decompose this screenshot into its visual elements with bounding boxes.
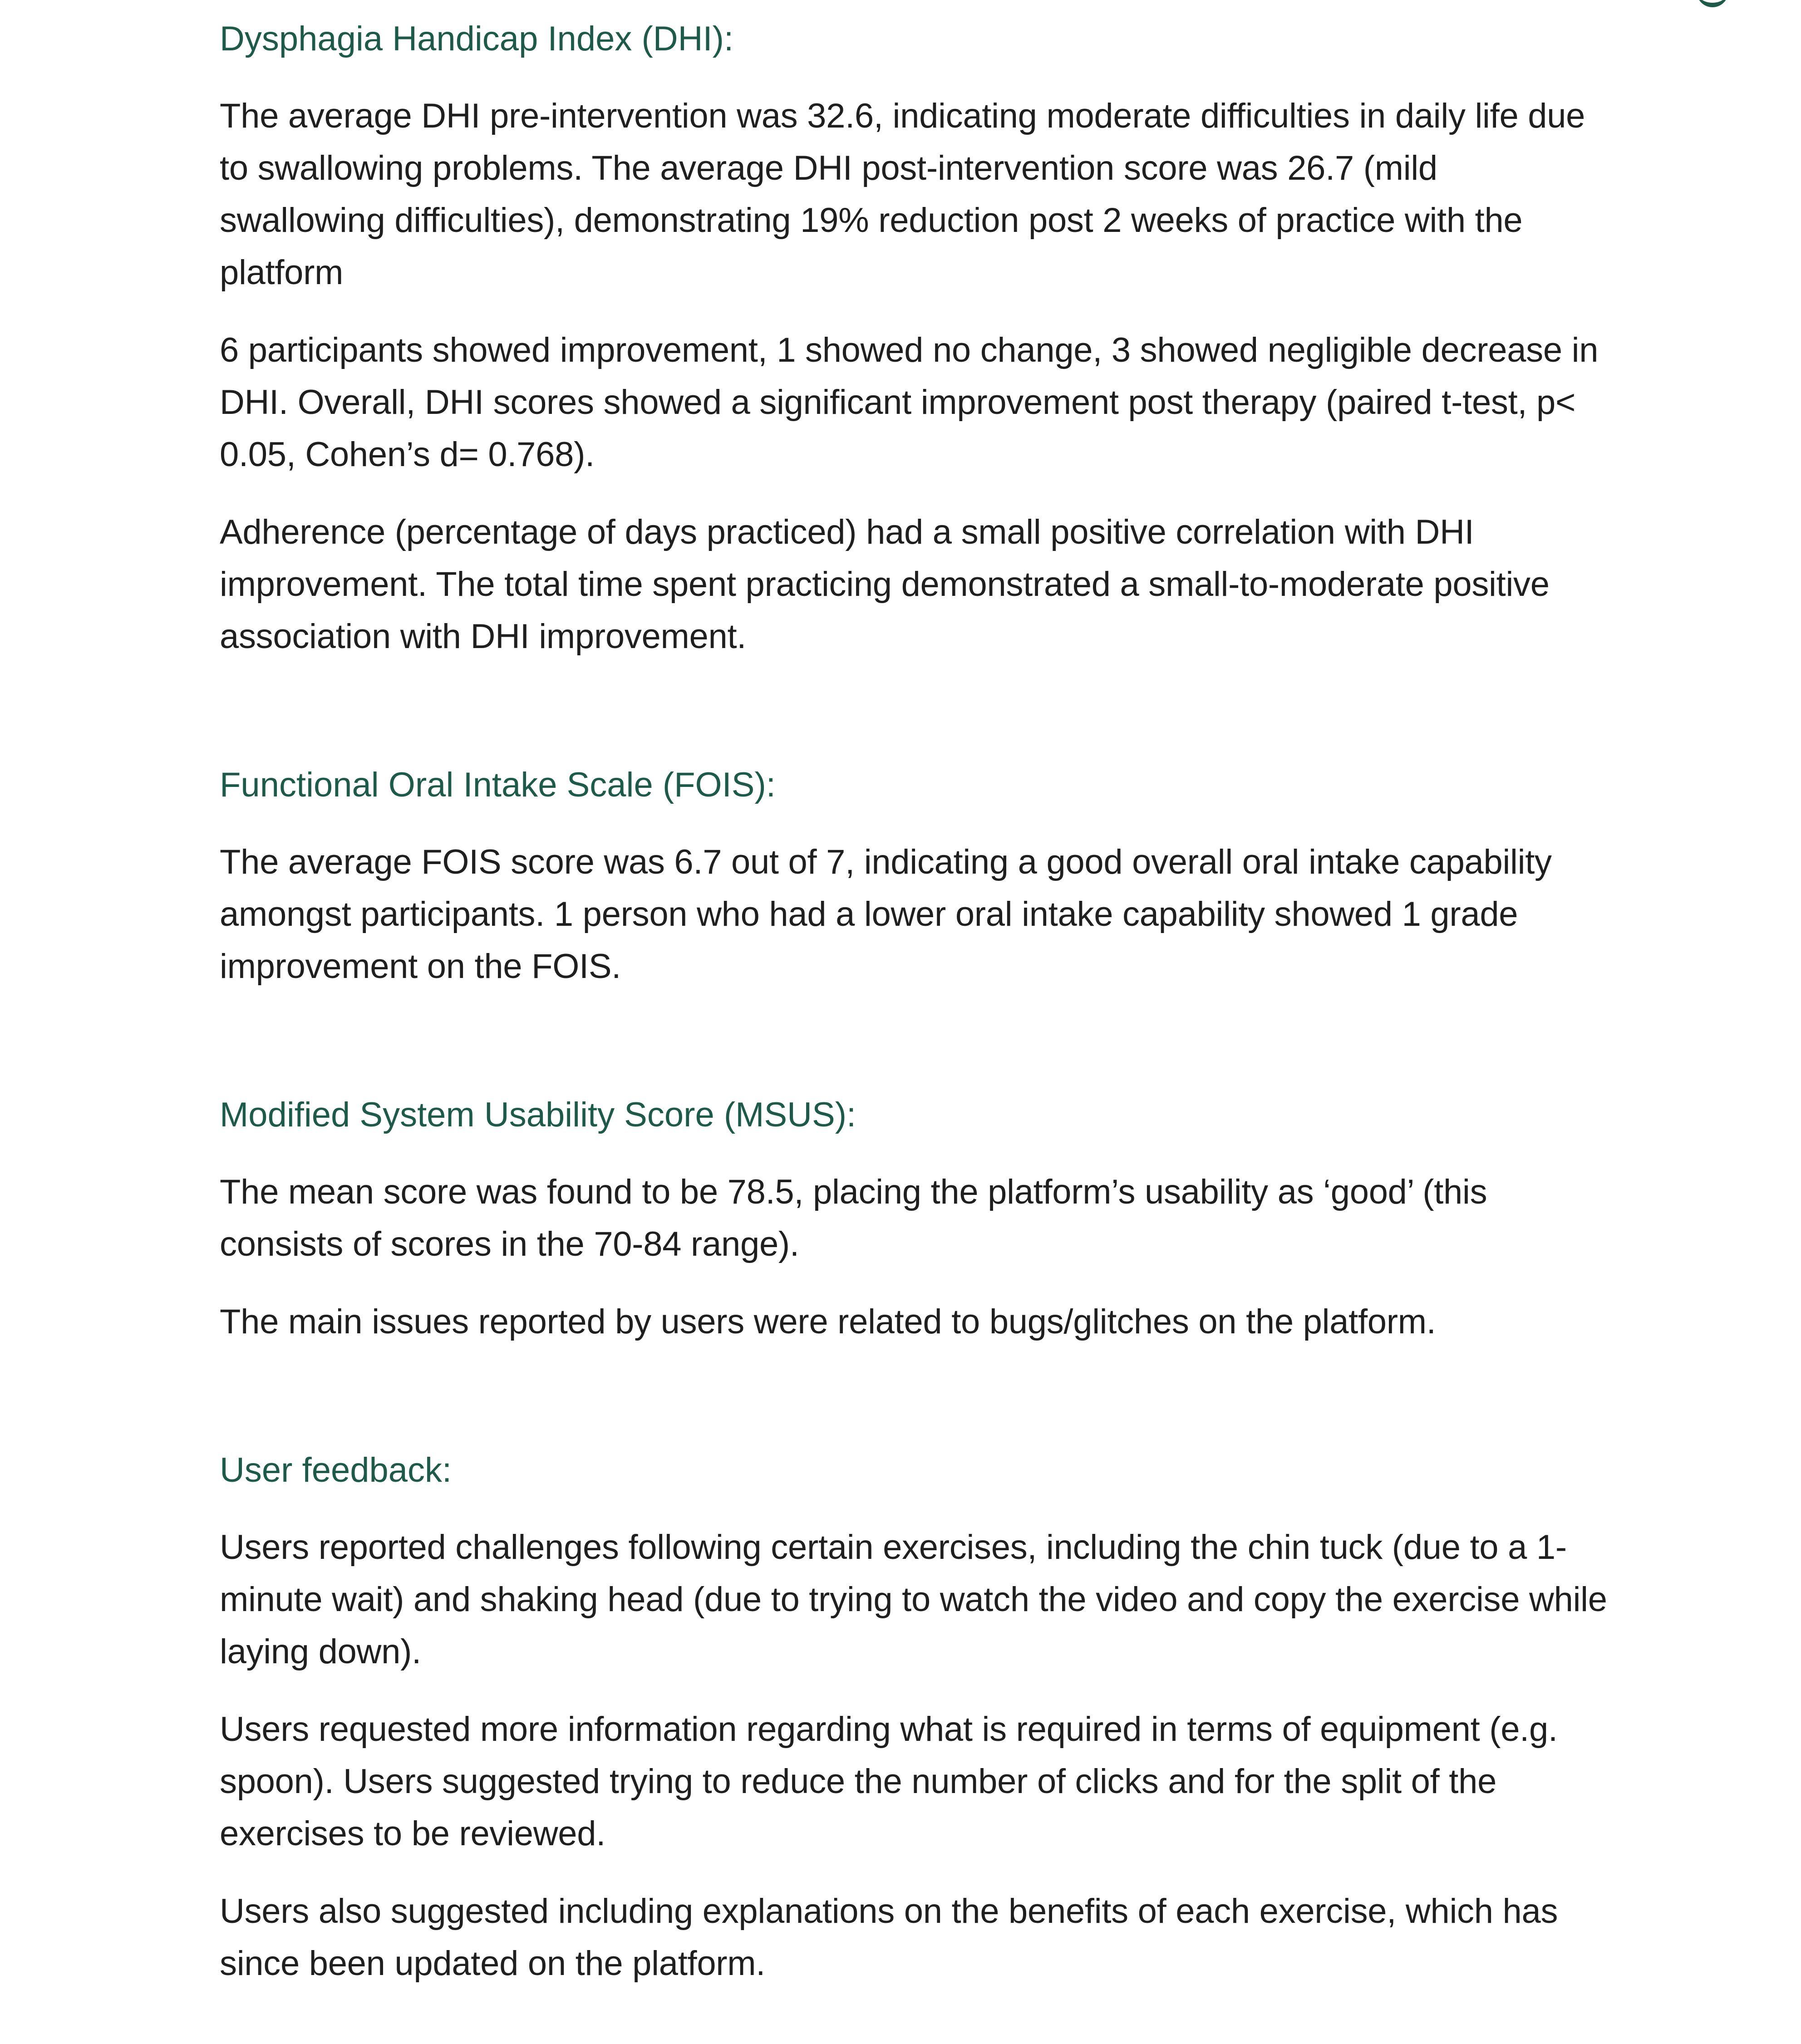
- paragraph: Users also suggested including explanations on the benefits of each exercise, which has since been updated on the platform.: [220, 1892, 1558, 1983]
- section-heading-fois: Functional Oral Intake Scale (FOIS):: [220, 766, 776, 804]
- paragraph: Users reported challenges following certain exercises, including the chin tuck (due to a 1-minute wait) and shaking head (due to trying to watch the video and copy the exercise while laying down).: [220, 1528, 1607, 1671]
- section-msus: [220, 1092, 1609, 1348]
- paragraph: The mean score was found to be 78.5, placing the platform’s usability as ‘good’ (this consists of scores in the 70-84 range).: [220, 1173, 1487, 1263]
- paragraph: The main issues reported by users were related to bugs/glitches on the platform.: [220, 1302, 1436, 1341]
- paragraph: 6 participants showed improvement, 1 showed no change, 3 showed negligible decrease in DHI. Overall, DHI scores showed a significant improvement post therapy (paired t-test, p< 0.05, Cohen’s d= 0.768).: [220, 331, 1599, 474]
- section-heading-msus: Modified System Usability Score (MSUS):: [220, 1096, 856, 1134]
- corner-logo-fragment: [1697, 0, 1728, 7]
- section-heading-dhi: Dysphagia Handicap Index (DHI):: [220, 20, 734, 58]
- paragraph: The average DHI pre-intervention was 32.6, indicating moderate difficulties in daily life due to swallowing problems. The average DHI post-intervention score was 26.7 (mild swallowing difficulties), demonstrating 19% reduction post 2 weeks of practice with the platform: [220, 97, 1585, 292]
- paragraph: Adherence (percentage of days practiced) had a small positive correlation with DHI improvement. The total time spent practicing demonstrated a small-to-moderate positive association with DHI improvement.: [220, 513, 1550, 656]
- paragraph: The average FOIS score was 6.7 out of 7, indicating a good overall oral intake capability amongst participants. 1 person who had a lower oral intake capability showed 1 grade improvement on the FOIS.: [220, 843, 1552, 986]
- section-user-feedback: [220, 1448, 1609, 1990]
- section-fois: [220, 762, 1609, 993]
- section-heading-user-feedback: User feedback:: [220, 1451, 452, 1489]
- paragraph: Users requested more information regarding what is required in terms of equipment (e.g. spoon). Users suggested trying to reduce the number of clicks and for the split of the exercises to be reviewed.: [220, 1710, 1558, 1853]
- section-dhi: [220, 16, 1609, 663]
- document-page: [220, 0, 1609, 1990]
